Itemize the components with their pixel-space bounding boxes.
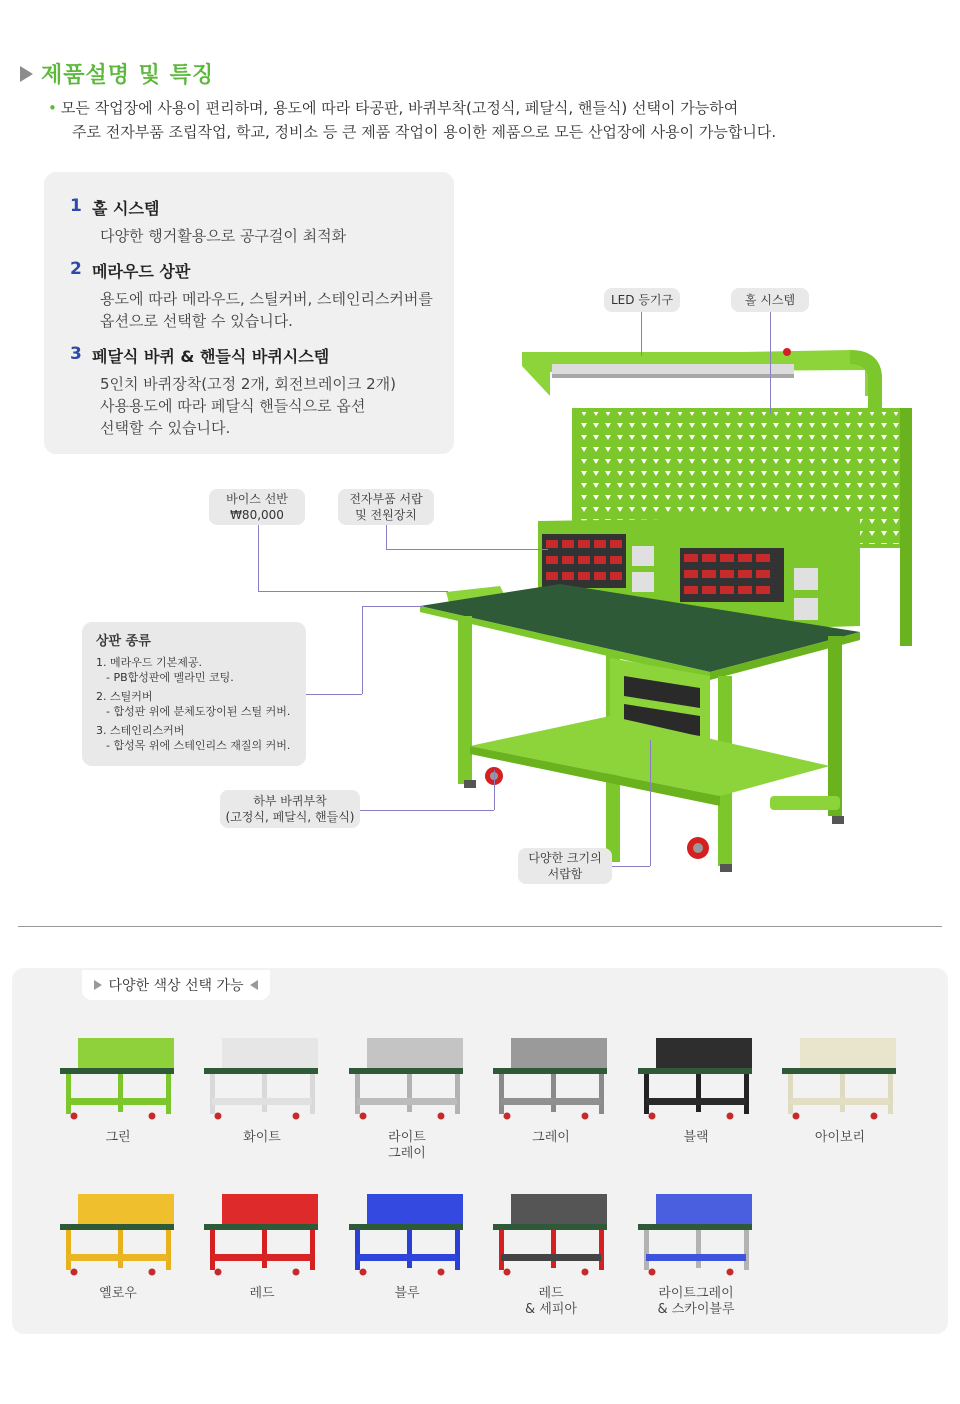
features-box bbox=[44, 172, 454, 454]
triangle-left-icon bbox=[250, 980, 258, 990]
leader-line bbox=[386, 525, 387, 549]
color-option-label: 그린 bbox=[105, 1130, 131, 1145]
top-type-desc: - 합성목 위에 스테인리스 재질의 커버. bbox=[106, 739, 291, 752]
feature-title: 홀 시스템 bbox=[92, 199, 160, 218]
colors-title: 다양한 색상 선택 가능 bbox=[108, 978, 244, 994]
top-types-title: 상판 종류 bbox=[96, 634, 151, 649]
color-option-label: 옐로우 bbox=[99, 1286, 137, 1301]
color-option[interactable] bbox=[58, 1188, 178, 1302]
leader-line bbox=[362, 606, 363, 694]
leader-line bbox=[641, 312, 642, 356]
feature-desc: 사용용도에 따라 페달식 핸들식으로 옵션 bbox=[100, 397, 366, 415]
color-option-label: 라이트그레이 & 스카이블루 bbox=[657, 1286, 735, 1317]
feature-number: 3 bbox=[70, 344, 82, 364]
feature-item bbox=[70, 259, 434, 332]
color-option-label: 그레이 bbox=[532, 1130, 570, 1145]
color-option-label: 블루 bbox=[394, 1286, 420, 1301]
color-option[interactable] bbox=[58, 1032, 178, 1146]
triangle-bullet-icon bbox=[20, 66, 33, 82]
intro-text bbox=[48, 96, 776, 144]
top-type-desc: - PB합성판에 멜라민 코팅. bbox=[106, 671, 234, 684]
top-types-box bbox=[82, 622, 306, 766]
feature-number: 1 bbox=[70, 196, 82, 216]
top-type-name: 2. 스틸커버 bbox=[96, 690, 153, 703]
callout-vise-shelf: 바이스 선반 ₩80,000 bbox=[209, 489, 305, 525]
color-option-label: 화이트 bbox=[243, 1130, 281, 1145]
leader-line bbox=[306, 694, 362, 695]
colors-tab bbox=[82, 970, 270, 1000]
leader-line bbox=[258, 591, 448, 592]
workbench-thumbnail-icon bbox=[202, 1032, 322, 1122]
callout-parts-drawer: 전자부품 서랍 및 전원장치 bbox=[338, 489, 434, 525]
section-title: 제품설명 및 특징 bbox=[41, 63, 215, 88]
workbench-thumbnail-icon bbox=[347, 1032, 467, 1122]
workbench-thumbnail-icon bbox=[58, 1032, 178, 1122]
feature-number: 2 bbox=[70, 259, 82, 279]
color-option-label: 라이트 그레이 bbox=[388, 1130, 426, 1161]
workbench-thumbnail-icon bbox=[491, 1188, 611, 1278]
feature-title: 메라우드 상판 bbox=[92, 262, 191, 281]
workbench-thumbnail-icon bbox=[491, 1032, 611, 1122]
section-header bbox=[20, 58, 214, 89]
intro-line-1: • 모든 작업장에 사용이 편리하며, 용도에 따라 타공판, 바퀴부착(고정식, 페달식, 핸들식) 선택이 가능하여 bbox=[48, 99, 739, 117]
leader-line bbox=[362, 606, 424, 607]
top-type-name: 1. 메라우드 기본제공. bbox=[96, 656, 202, 669]
color-option[interactable] bbox=[491, 1188, 611, 1318]
workbench-thumbnail-icon bbox=[202, 1188, 322, 1278]
color-option[interactable] bbox=[780, 1032, 900, 1146]
section-divider bbox=[18, 926, 942, 927]
feature-desc: 용도에 따라 메라우드, 스틸커버, 스테인리스커버를 bbox=[100, 290, 433, 308]
feature-desc: 옵션으로 선택할 수 있습니다. bbox=[100, 312, 293, 330]
color-option[interactable] bbox=[202, 1188, 322, 1302]
workbench-thumbnail-icon bbox=[347, 1188, 467, 1278]
top-type-name: 3. 스테인리스커버 bbox=[96, 724, 185, 737]
callout-hole-system: 홀 시스템 bbox=[731, 288, 809, 312]
leader-line bbox=[612, 866, 650, 867]
color-option[interactable] bbox=[202, 1032, 322, 1146]
feature-desc: 선택할 수 있습니다. bbox=[100, 419, 231, 437]
color-option[interactable] bbox=[491, 1032, 611, 1146]
color-option[interactable] bbox=[347, 1188, 467, 1302]
workbench-thumbnail-icon bbox=[780, 1032, 900, 1122]
callout-casters: 하부 바퀴부착 (고정식, 페달식, 핸들식) bbox=[220, 790, 360, 828]
color-option-label: 아이보리 bbox=[814, 1130, 866, 1145]
leader-line bbox=[386, 549, 548, 550]
workbench-illustration bbox=[410, 336, 930, 896]
feature-item bbox=[70, 344, 434, 439]
feature-title: 페달식 바퀴 & 핸들식 바퀴시스템 bbox=[92, 347, 330, 366]
color-option-label: 블랙 bbox=[683, 1130, 709, 1145]
feature-item bbox=[70, 196, 434, 247]
workbench-thumbnail-icon bbox=[58, 1188, 178, 1278]
top-type-desc: - 합성판 위에 분체도장이된 스틸 커버. bbox=[106, 705, 291, 718]
leader-line bbox=[770, 312, 771, 414]
workbench-thumbnail-icon bbox=[636, 1188, 756, 1278]
leader-line bbox=[494, 770, 495, 810]
callout-led-light: LED 등기구 bbox=[604, 288, 680, 312]
leader-line bbox=[360, 810, 494, 811]
color-option[interactable] bbox=[636, 1032, 756, 1146]
color-option-label: 레드 bbox=[249, 1286, 275, 1301]
feature-desc: 다양한 행거활용으로 공구걸이 최적화 bbox=[100, 227, 347, 245]
workbench-thumbnail-icon bbox=[636, 1032, 756, 1122]
vise-price: ₩80,000 bbox=[230, 508, 284, 522]
callout-drawer-box: 다양한 크기의 서랍함 bbox=[518, 848, 612, 884]
color-option-label: 레드 & 세피아 bbox=[525, 1286, 577, 1317]
leader-line bbox=[258, 525, 259, 591]
leader-line bbox=[650, 740, 651, 866]
triangle-right-icon bbox=[94, 980, 102, 990]
color-option[interactable] bbox=[636, 1188, 756, 1318]
color-option[interactable] bbox=[347, 1032, 467, 1162]
intro-line-2: 주로 전자부품 조립작업, 학교, 정비소 등 큰 제품 작업이 용이한 제품으로 모든 산업장에 사용이 가능합니다. bbox=[72, 123, 777, 141]
bullet-dot-icon: • bbox=[48, 99, 57, 117]
feature-desc: 5인치 바퀴장착(고정 2개, 회전브레이크 2개) bbox=[100, 375, 397, 393]
